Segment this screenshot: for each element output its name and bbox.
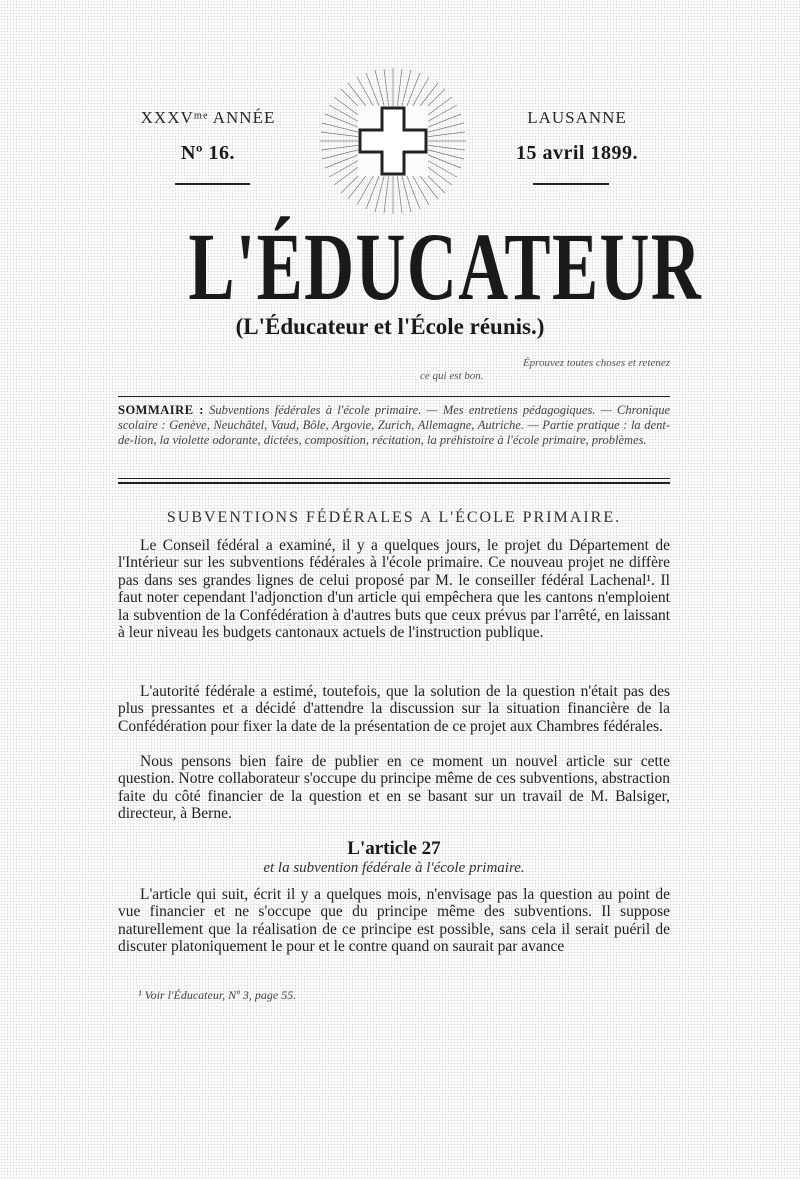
sommaire-bottom-rule-1 (118, 478, 670, 479)
sommaire-text: Subventions fédérales à l'école primaire. — Mes entretiens pédagogiques. — Chronique scolaire : Genève, Neuchâtel, Vaud, Bôle, Argovie, Zurich, Allemagne, Autriche. — Partie pratique : la dent-de-lion, la violette odorante, dictées, composition, récitation, la préhistoire à l'école primaire, problèmes. (118, 403, 670, 447)
sommaire (118, 403, 670, 448)
article-title: SUBVENTIONS FÉDÉRALES A L'ÉCOLE PRIMAIRE. (166, 509, 622, 526)
section-title: L'article 27 (347, 838, 441, 859)
motto (400, 357, 670, 383)
paragraph-2: L'autorité fédérale a estimé, toutefois, que la solution de la question n'était pas des plus pressantes et a décidé d'attendre la discussion sur la situation financière de la Confédération pour fixer la date de la présentation de ce projet aux Chambres fédérales. (118, 683, 670, 735)
sommaire-bottom-rule-2 (118, 482, 670, 484)
motto-line-1: Éprouvez toutes choses et retenez (522, 357, 670, 369)
section-subtitle: et la subvention fédérale à l'école primaire. (263, 860, 525, 876)
paragraph-1: Le Conseil fédéral a examiné, il y a quelques jours, le projet du Département de l'Intérieur sur les subventions fédérales à l'école primaire. Ce nouveau projet ne diffère pas dans ses grandes lignes de celui proposé par M. le conseiller fédéral Lachenal¹. Il faut noter cependant l'adjonction d'un article qui empêchera que les cantons n'emploient la subvention de la Confédération à d'autres buts que ceux prévus par l'arrêté, en laissant à leur niveau les budgets cantonaux actuels de l'instruction publique. (118, 537, 670, 642)
footnote: ¹ Voir l'Éducateur, Nº 3, page 55. (138, 988, 297, 1002)
year-label: XXXVᵐᵉ ANNÉE (140, 108, 276, 127)
issue-date: 15 avril 1899. (516, 142, 638, 164)
header-right-rule (533, 183, 609, 185)
header-left (118, 108, 298, 165)
motto-line-2: ce qui est bon. (420, 370, 484, 382)
city-label: LAUSANNE (527, 108, 627, 127)
paragraph-4: L'article qui suit, écrit il y a quelques mois, n'envisage pas la question au point de vue financier et ne s'occupe que du principe même des subventions. Il suppose naturellement que la réalisation de ce principe est possible, sans cela il serait puéril de discuter platoniquement le pour et le contre quand on saurait par avance (118, 886, 670, 956)
swiss-cross-icon (318, 66, 468, 216)
masthead-title: L'ÉDUCATEUR (188, 213, 703, 320)
issue-number: Nº 16. (180, 142, 236, 164)
header-right (492, 108, 662, 165)
sommaire-top-rule (118, 396, 670, 397)
masthead-subtitle: (L'Éducateur et l'École réunis.) (235, 314, 545, 339)
sommaire-label: SOMMAIRE : (118, 403, 204, 417)
header-left-rule (175, 183, 250, 185)
paragraph-3: Nous pensons bien faire de publier en ce moment un nouvel article sur cette question. Notre collaborateur s'occupe du principe même de ces subventions, abstraction faite du côté financier de la question et en se basant sur un travail de M. Balsiger, directeur, à Berne. (118, 753, 670, 823)
